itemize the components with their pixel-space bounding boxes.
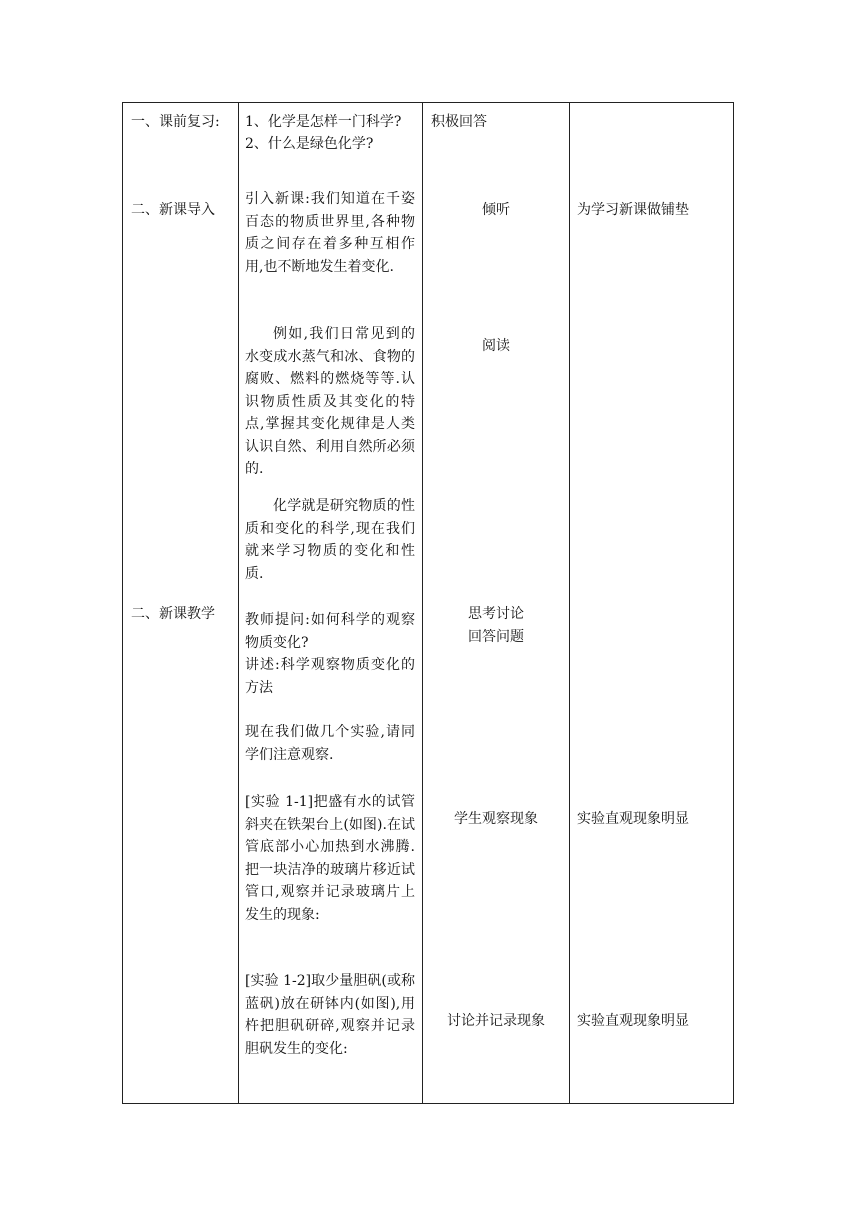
section-review: 一、课前复习: [131, 114, 220, 130]
student-answer: 积极回答 [431, 114, 487, 130]
intro-paragraph-2: 例如,我们日常见到的水变成水蒸气和冰、食物的腐败、燃料的燃烧等等.认识物质性质及其变化的特点,掌握其变化规律是人类认识自然、利用自然所必须的. [245, 326, 415, 477]
review-question-2: 2、什么是绿色化学? [245, 136, 374, 152]
teacher-question: 教师提问:如何科学的观察物质变化? [245, 612, 415, 651]
intent-experiment-2: 实验直观现象明显 [577, 1013, 689, 1029]
intro-paragraph-3: 化学就是研究物质的性质和变化的科学,现在我们就来学习物质的变化和性质. [245, 498, 415, 582]
intent-prep: 为学习新课做铺垫 [577, 202, 689, 218]
experiment-2: [实验 1-2]取少量胆矾(或称蓝矾)放在研钵内(如图),用杵把胆矾研碎,观察并记录胆矾发生的变化: [245, 973, 415, 1057]
column-divider [569, 103, 570, 1103]
student-record: 讨论并记录现象 [447, 1013, 545, 1029]
student-listen: 倾听 [482, 202, 510, 218]
student-read: 阅读 [482, 338, 510, 354]
intro-paragraph-1: 引入新课:我们知道在千姿百态的物质世界里,各种物质之间存在着多种互相作用,也不断地发生着变化. [245, 191, 415, 275]
experiment-1: [实验 1-1]把盛有水的试管斜夹在铁架台上(如图).在试管底部小心加热到水沸腾.把一块洁净的玻璃片移近试管口,观察并记录玻璃片上发生的现象: [245, 794, 415, 923]
teacher-explanation: 讲述:科学观察物质变化的方法 [245, 657, 415, 696]
section-teaching: 二、新课教学 [131, 606, 215, 622]
experiment-intro: 现在我们做几个实验,请同学们注意观察. [245, 724, 415, 763]
student-observe: 学生观察现象 [454, 811, 538, 827]
section-intro: 二、新课导入 [131, 202, 215, 218]
student-answer-questions: 回答问题 [468, 629, 524, 645]
review-question-1: 1、化学是怎样一门科学? [245, 114, 402, 130]
lesson-plan-table [122, 102, 734, 1104]
intent-experiment-1: 实验直观现象明显 [577, 811, 689, 827]
student-discuss: 思考讨论 [468, 606, 524, 622]
